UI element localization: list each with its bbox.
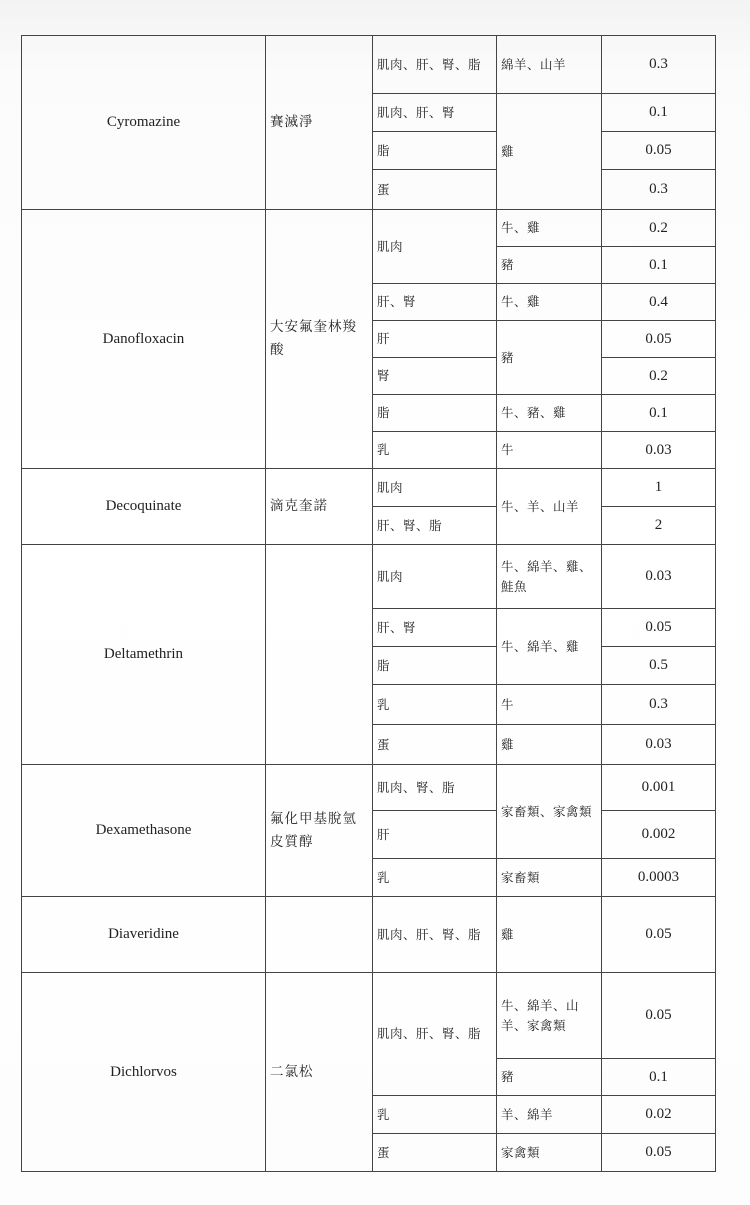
limit-value-cell: 0.1 [602, 395, 716, 432]
animal-cell: 牛、雞 [497, 284, 602, 321]
limit-value-cell: 0.02 [602, 1096, 716, 1134]
limit-value-cell: 2 [602, 507, 716, 545]
tissue-cell: 肌肉、肝、腎、脂 [373, 36, 497, 94]
tissue-cell: 肝、腎、脂 [373, 507, 497, 545]
tissue-cell: 蛋 [373, 725, 497, 765]
limit-value-cell: 0.3 [602, 36, 716, 94]
tissue-cell: 肝 [373, 811, 497, 859]
animal-cell: 家畜類、家禽類 [497, 765, 602, 859]
tissue-cell: 乳 [373, 432, 497, 469]
tissue-cell: 肌肉 [373, 469, 497, 507]
tissue-cell: 蛋 [373, 170, 497, 210]
drug-name-cell: Dexamethasone [22, 765, 266, 897]
limit-value-cell: 1 [602, 469, 716, 507]
table-row [22, 897, 716, 973]
table-row [22, 36, 716, 94]
tissue-cell: 腎 [373, 358, 497, 395]
animal-cell: 豬 [497, 321, 602, 395]
limit-value-cell: 0.05 [602, 1134, 716, 1172]
animal-cell: 羊、綿羊 [497, 1096, 602, 1134]
animal-cell: 雞 [497, 725, 602, 765]
tissue-cell: 肝、腎 [373, 609, 497, 647]
tissue-cell: 肝、腎 [373, 284, 497, 321]
limit-value-cell: 0.3 [602, 685, 716, 725]
animal-cell: 家畜類 [497, 859, 602, 897]
drug-name-cell: Decoquinate [22, 469, 266, 545]
tissue-cell: 脂 [373, 132, 497, 170]
chinese-name-cell: 二氯松 [266, 973, 373, 1172]
chinese-name-cell: 滴克奎諾 [266, 469, 373, 545]
table-row [22, 765, 716, 811]
tissue-cell: 肌肉、肝、腎、脂 [373, 897, 497, 973]
limit-value-cell: 0.05 [602, 321, 716, 358]
drug-name-cell: Deltamethrin [22, 545, 266, 765]
limit-value-cell: 0.2 [602, 358, 716, 395]
animal-cell: 豬 [497, 1059, 602, 1096]
animal-cell: 家禽類 [497, 1134, 602, 1172]
animal-cell: 牛、綿羊、山羊、家禽類 [497, 973, 602, 1059]
drug-name-cell: Danofloxacin [22, 210, 266, 469]
drug-name-cell: Diaveridine [22, 897, 266, 973]
tissue-cell: 乳 [373, 859, 497, 897]
limit-value-cell: 0.05 [602, 132, 716, 170]
limit-value-cell: 0.1 [602, 1059, 716, 1096]
limit-value-cell: 0.4 [602, 284, 716, 321]
animal-cell: 豬 [497, 247, 602, 284]
tissue-cell: 蛋 [373, 1134, 497, 1172]
tissue-cell: 乳 [373, 685, 497, 725]
limit-value-cell: 0.5 [602, 647, 716, 685]
limit-value-cell: 0.001 [602, 765, 716, 811]
table-row [22, 210, 716, 247]
limit-value-cell: 0.002 [602, 811, 716, 859]
table-row [22, 545, 716, 609]
limit-value-cell: 0.05 [602, 609, 716, 647]
animal-cell: 牛 [497, 432, 602, 469]
table-row [22, 973, 716, 1059]
limit-value-cell: 0.1 [602, 247, 716, 284]
tissue-cell: 肌肉、腎、脂 [373, 765, 497, 811]
limit-value-cell: 0.03 [602, 725, 716, 765]
limit-value-cell: 0.2 [602, 210, 716, 247]
tissue-cell: 乳 [373, 1096, 497, 1134]
animal-cell: 雞 [497, 897, 602, 973]
tissue-cell: 脂 [373, 647, 497, 685]
animal-cell: 牛、豬、雞 [497, 395, 602, 432]
limit-value-cell: 0.0003 [602, 859, 716, 897]
animal-cell: 牛、綿羊、雞 [497, 609, 602, 685]
animal-cell: 雞 [497, 94, 602, 210]
animal-cell: 牛、雞 [497, 210, 602, 247]
tissue-cell: 脂 [373, 395, 497, 432]
limit-value-cell: 0.1 [602, 94, 716, 132]
drug-name-cell: Cyromazine [22, 36, 266, 210]
animal-cell: 牛 [497, 685, 602, 725]
animal-cell: 綿羊、山羊 [497, 36, 602, 94]
tissue-cell: 肌肉 [373, 210, 497, 284]
chinese-name-cell [266, 545, 373, 765]
tissue-cell: 肝 [373, 321, 497, 358]
chinese-name-cell: 氟化甲基脫氫皮質醇 [266, 765, 373, 897]
limit-value-cell: 0.03 [602, 545, 716, 609]
tissue-cell: 肌肉 [373, 545, 497, 609]
limit-value-cell: 0.03 [602, 432, 716, 469]
limit-value-cell: 0.3 [602, 170, 716, 210]
chinese-name-cell: 賽滅淨 [266, 36, 373, 210]
limit-value-cell: 0.05 [602, 897, 716, 973]
drug-name-cell: Dichlorvos [22, 973, 266, 1172]
residue-limit-table [21, 35, 716, 1172]
limit-value-cell: 0.05 [602, 973, 716, 1059]
chinese-name-cell [266, 897, 373, 973]
animal-cell: 牛、羊、山羊 [497, 469, 602, 545]
tissue-cell: 肌肉、肝、腎、脂 [373, 973, 497, 1096]
tissue-cell: 肌肉、肝、腎 [373, 94, 497, 132]
animal-cell: 牛、綿羊、雞、鮭魚 [497, 545, 602, 609]
table-row [22, 469, 716, 507]
chinese-name-cell: 大安氟奎林羧酸 [266, 210, 373, 469]
